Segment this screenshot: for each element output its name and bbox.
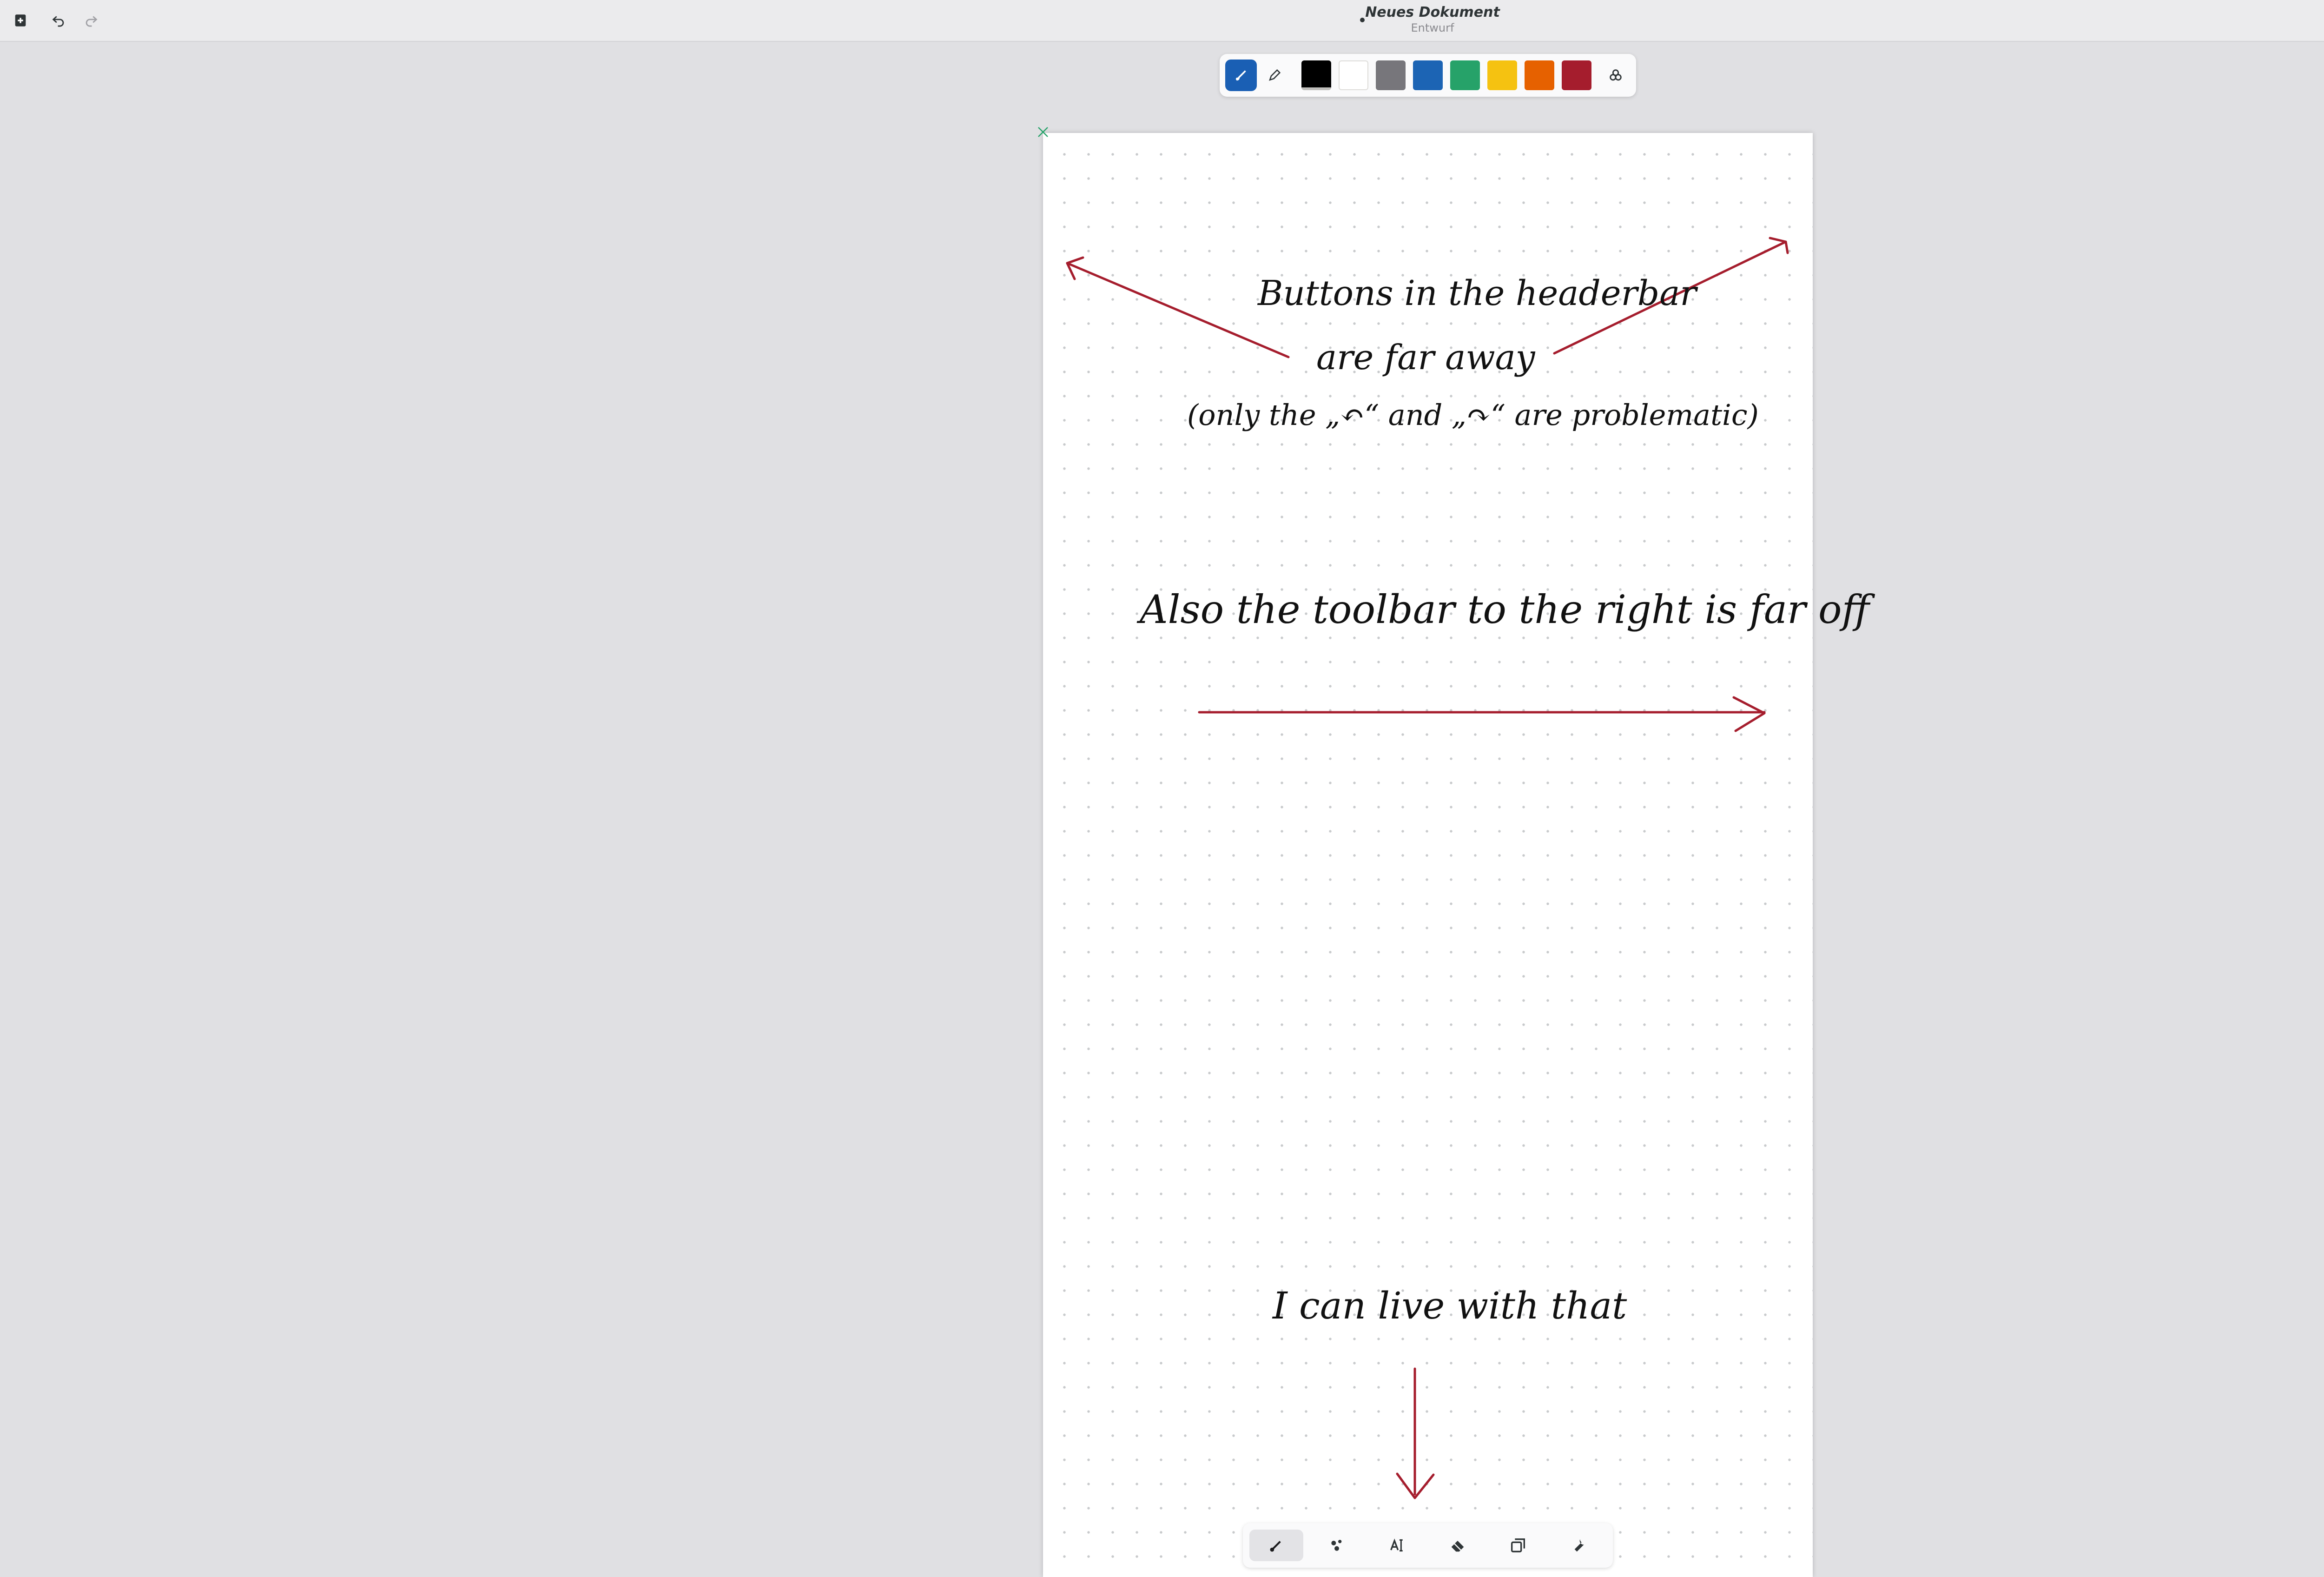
selector-tool-button[interactable] (1491, 1530, 1545, 1561)
wrench-icon (1569, 1536, 1588, 1555)
typewriter-tool-button[interactable] (1370, 1530, 1424, 1561)
eraser-icon (1448, 1536, 1467, 1555)
note-toolbar-far-off: Also the toolbar to the right is far off (1140, 587, 1870, 632)
selection-copy-icon (1509, 1536, 1527, 1555)
window-title: Neues Dokument (1365, 4, 1500, 20)
eraser-tool-button[interactable] (1431, 1530, 1485, 1561)
note-live-with-that: I can live with that (1273, 1284, 1627, 1327)
window-subtitle: Entwurf (1411, 21, 1454, 34)
brush-tool-icon (1267, 1536, 1286, 1555)
tools-button[interactable] (1552, 1530, 1605, 1561)
note-problematic: (only the „↶“ and „↷“ are problematic) (1187, 398, 1759, 432)
note-far-away: are far away (1316, 338, 1535, 378)
arrow-to-right-toolbar-head (1734, 697, 1764, 731)
shaper-tool-button[interactable] (1310, 1530, 1364, 1561)
tools-toolbar (1243, 1523, 1613, 1568)
shapes-icon (1327, 1536, 1346, 1555)
arrow-to-left-header-line (1067, 263, 1288, 357)
text-cursor-icon (1388, 1536, 1406, 1555)
brush-tool-button[interactable] (1249, 1530, 1303, 1561)
note-buttons-headerbar: Buttons in the headerbar (1258, 273, 1697, 313)
